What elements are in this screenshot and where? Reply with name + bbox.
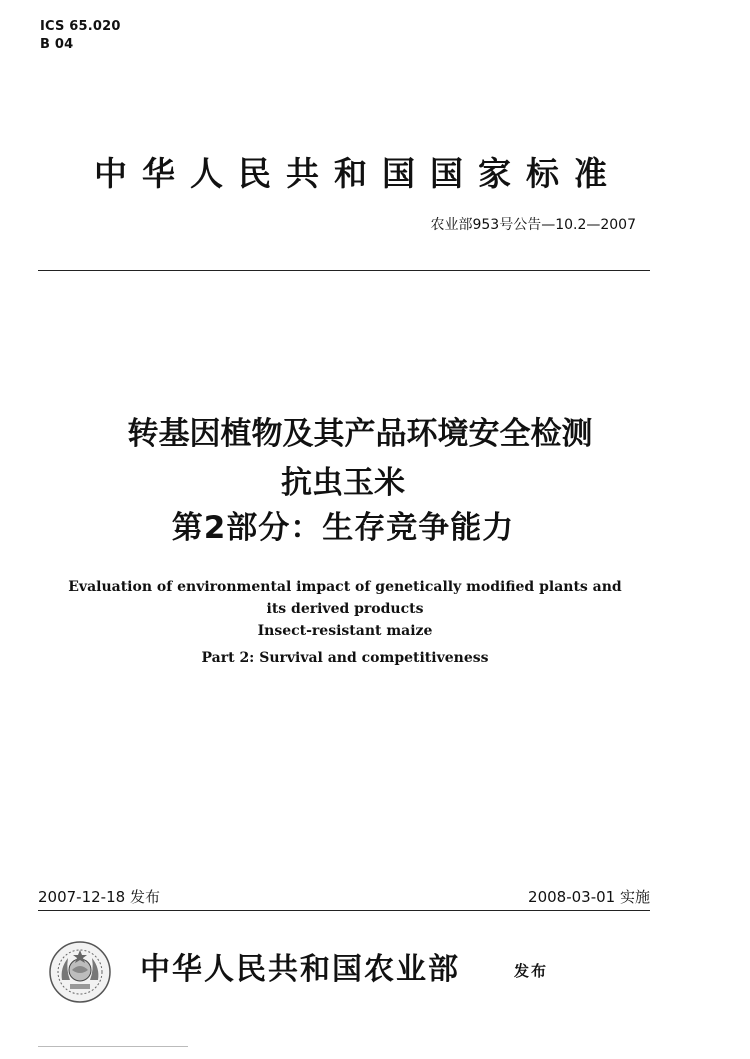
title-cn-line2: 抗虫玉米	[281, 465, 405, 501]
standard-title: 中华人民共和国国家标准	[94, 154, 622, 193]
issuer-suffix: 发布	[514, 962, 549, 980]
ministry-emblem-icon	[48, 940, 112, 1004]
title-en-line4: Part 2: Survival and competitiveness	[201, 650, 489, 666]
ccs-code: B 04	[40, 37, 74, 52]
classification-codes	[40, 18, 121, 54]
title-en-line2: its derived products	[266, 601, 424, 617]
issuer-name: 中华人民共和国农业部	[140, 952, 460, 987]
title-en-line1: Evaluation of environmental impact of genetically modified plants and	[68, 579, 622, 595]
issue-date: 2007-12-18 发布	[38, 888, 160, 906]
implement-date: 2008-03-01 实施	[528, 888, 650, 906]
title-en-line3: Insect-resistant maize	[257, 623, 433, 639]
top-divider	[38, 270, 650, 271]
ics-code: ICS 65.020	[40, 19, 121, 34]
title-cn-line1: 转基因植物及其产品环境安全检测	[127, 416, 593, 452]
bottom-divider	[38, 910, 650, 911]
title-cn-line3: 第2部分：生存竞争能力	[171, 510, 515, 546]
standard-code: 农业部953号公告—10.2—2007	[430, 217, 636, 233]
footer-rule	[38, 1046, 188, 1047]
